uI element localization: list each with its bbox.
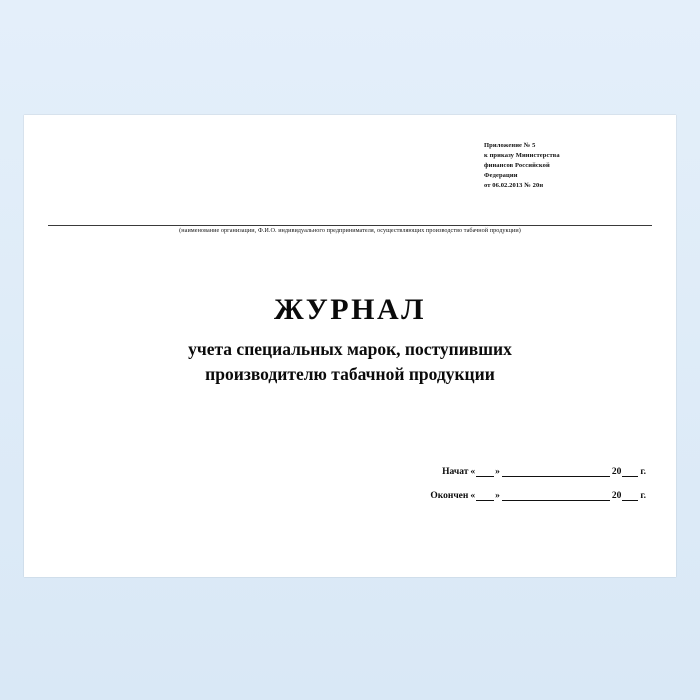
end-year-field[interactable] xyxy=(622,491,638,501)
start-date-row xyxy=(346,467,646,477)
organization-name-caption: (наименование организации, Ф.И.О. индивидуального предпринимателя, осуществляющих производство табачной продукции) xyxy=(179,227,521,234)
page-subtitle-line-1: учета специальных марок, поступивших xyxy=(188,339,512,359)
end-date-label: Окончен xyxy=(430,491,469,501)
appendix-line-4: Федерации xyxy=(484,172,518,180)
end-year-prefix: 20 xyxy=(611,491,622,501)
journal-dates-block xyxy=(346,467,646,515)
start-quote-close: » xyxy=(495,467,500,477)
end-date-row xyxy=(346,491,646,501)
end-day-field[interactable] xyxy=(476,491,494,501)
end-year-suffix: г. xyxy=(640,491,646,501)
start-year-field[interactable] xyxy=(622,467,638,477)
organization-name-rule xyxy=(48,225,652,226)
start-date-label: Начат xyxy=(442,467,469,477)
start-year-suffix: г. xyxy=(640,467,646,477)
end-quote-open: « xyxy=(470,491,476,501)
appendix-line-2: к приказу Министерства xyxy=(484,152,560,160)
end-month-field[interactable] xyxy=(502,491,610,501)
document-sheet xyxy=(24,115,676,577)
start-month-field[interactable] xyxy=(502,467,610,477)
appendix-reference-block xyxy=(484,141,644,191)
start-year-prefix: 20 xyxy=(611,467,622,477)
appendix-line-1: Приложение № 5 xyxy=(484,142,536,149)
start-quote-open: « xyxy=(470,467,476,477)
end-quote-close: » xyxy=(495,491,500,501)
appendix-line-3: финансов Российской xyxy=(484,162,550,170)
appendix-line-5: от 06.02.2013 № 20н xyxy=(484,182,544,190)
start-day-field[interactable] xyxy=(476,467,494,477)
page-title: ЖУРНАЛ xyxy=(274,293,426,326)
page-subtitle xyxy=(64,337,636,387)
page-subtitle-line-2: производителю табачной продукции xyxy=(205,363,495,384)
